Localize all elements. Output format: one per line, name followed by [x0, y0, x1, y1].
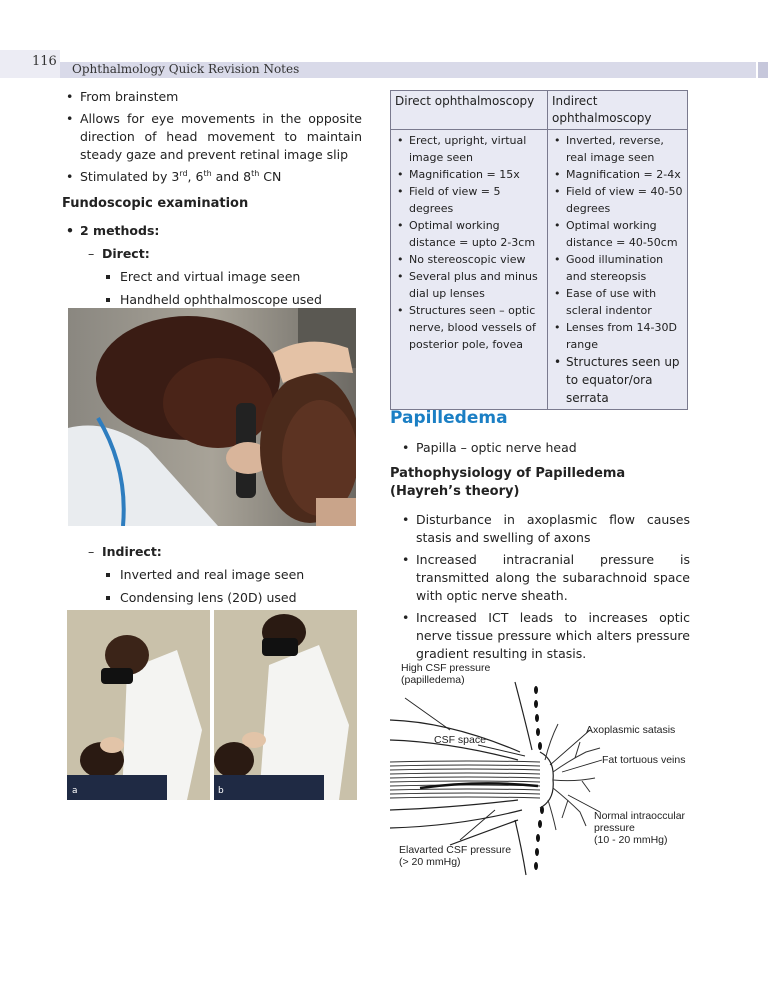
- table-item: • Inverted, reverse, real image seen: [550, 132, 683, 166]
- table-item: • Good illumination and stereopsis: [550, 251, 683, 285]
- direct-ophthalmoscopy-photo: [68, 308, 356, 526]
- patho-bullet: • Increased intracranial pressure is transmitted along the subarachnoid space with optic nerve sheath.: [398, 551, 690, 605]
- table-item: • Optimal working distance = 40-50cm: [550, 217, 683, 251]
- label-normal-pressure: Normal intraoccular pressure (10 - 20 mmHg): [594, 810, 686, 846]
- patho-bullet: • Increased ICT leads to increases optic nerve tissue pressure which alters pressure gradient resulting in stasis.: [398, 609, 690, 663]
- table-item: • Lenses from 14-30D range: [550, 319, 683, 353]
- indirect-item: Condensing lens (20D) used: [104, 589, 362, 607]
- fundoscopic-heading: Fundoscopic examination: [62, 196, 249, 211]
- table-item: • Erect, upright, virtual image seen: [393, 132, 543, 166]
- table-item: • Field of view = 40-50 degrees: [550, 183, 683, 217]
- table-item: • Several plus and minus dial up lenses: [393, 268, 543, 302]
- indirect-item: Inverted and real image seen: [104, 566, 362, 584]
- methods-label: • 2 methods:: [62, 222, 362, 240]
- bullet-eye-movements: • Allows for eye movements in the opposite direction of head movement to maintain steady gaze and prevent retinal image slip: [62, 110, 362, 164]
- bullet-stimulated: • Stimulated by 3rd, 6th and 8th CN: [62, 168, 362, 186]
- right-column-text: [390, 439, 690, 663]
- table-item: • Ease of use with scleral indentor: [550, 285, 683, 319]
- label-axoplasmic: Axoplasmic satasis: [586, 724, 676, 736]
- table-item: • Optimal working distance = upto 2-3cm: [393, 217, 543, 251]
- table-item: • Field of view = 5 degrees: [393, 183, 543, 217]
- page-number: 116: [32, 54, 57, 69]
- running-header: [60, 62, 756, 78]
- bullet-from-brainstem: • From brainstem: [62, 88, 362, 106]
- table-item: • Magnification = 2-4x: [550, 166, 683, 183]
- direct-column: [391, 130, 548, 410]
- left-column-top: [62, 88, 362, 309]
- left-column-indirect: [62, 543, 362, 607]
- table-header-indirect: Indirect ophthalmoscopy: [548, 91, 688, 130]
- label-high-csf: High CSF pressure (papilledema): [401, 662, 491, 686]
- direct-label: – Direct:: [88, 245, 362, 263]
- label-elevated-csf: Elavarted CSF pressure (> 20 mmHg): [399, 844, 512, 868]
- indirect-column: [548, 130, 688, 410]
- direct-item: Handheld ophthalmoscope used: [104, 291, 362, 309]
- papilla-definition: • Papilla – optic nerve head: [398, 439, 690, 457]
- photo-label-b: b: [218, 786, 224, 796]
- label-fat-veins: Fat tortuous veins: [602, 754, 686, 766]
- table-item: • No stereoscopic view: [393, 251, 543, 268]
- papilledema-diagram: [390, 660, 690, 880]
- table-item: • Structures seen – optic nerve, blood vessels of posterior pole, fovea: [393, 302, 543, 353]
- indirect-photo-a: [67, 610, 210, 800]
- ophthalmoscopy-comparison-table: [390, 90, 688, 410]
- photo-label-a: a: [72, 786, 78, 796]
- page-number-box: [0, 50, 60, 78]
- papilledema-heading: Papilledema: [390, 408, 508, 428]
- table-item: • Magnification = 15x: [393, 166, 543, 183]
- page-edge-tab: [758, 62, 768, 78]
- indirect-label: – Indirect:: [88, 543, 362, 561]
- table-header-direct: Direct ophthalmoscopy: [391, 91, 548, 130]
- patho-bullet: • Disturbance in axoplasmic flow causes stasis and swelling of axons: [398, 511, 690, 547]
- label-csf-space: CSF space: [434, 734, 486, 746]
- indirect-photo-b: [214, 610, 357, 800]
- table-item: • Structures seen up to equator/ora serrata: [550, 353, 683, 407]
- running-title: Ophthalmology Quick Revision Notes: [72, 62, 300, 76]
- direct-item: Erect and virtual image seen: [104, 268, 362, 286]
- pathophysiology-heading: Pathophysiology of Papilledema (Hayreh’s theory): [390, 466, 626, 499]
